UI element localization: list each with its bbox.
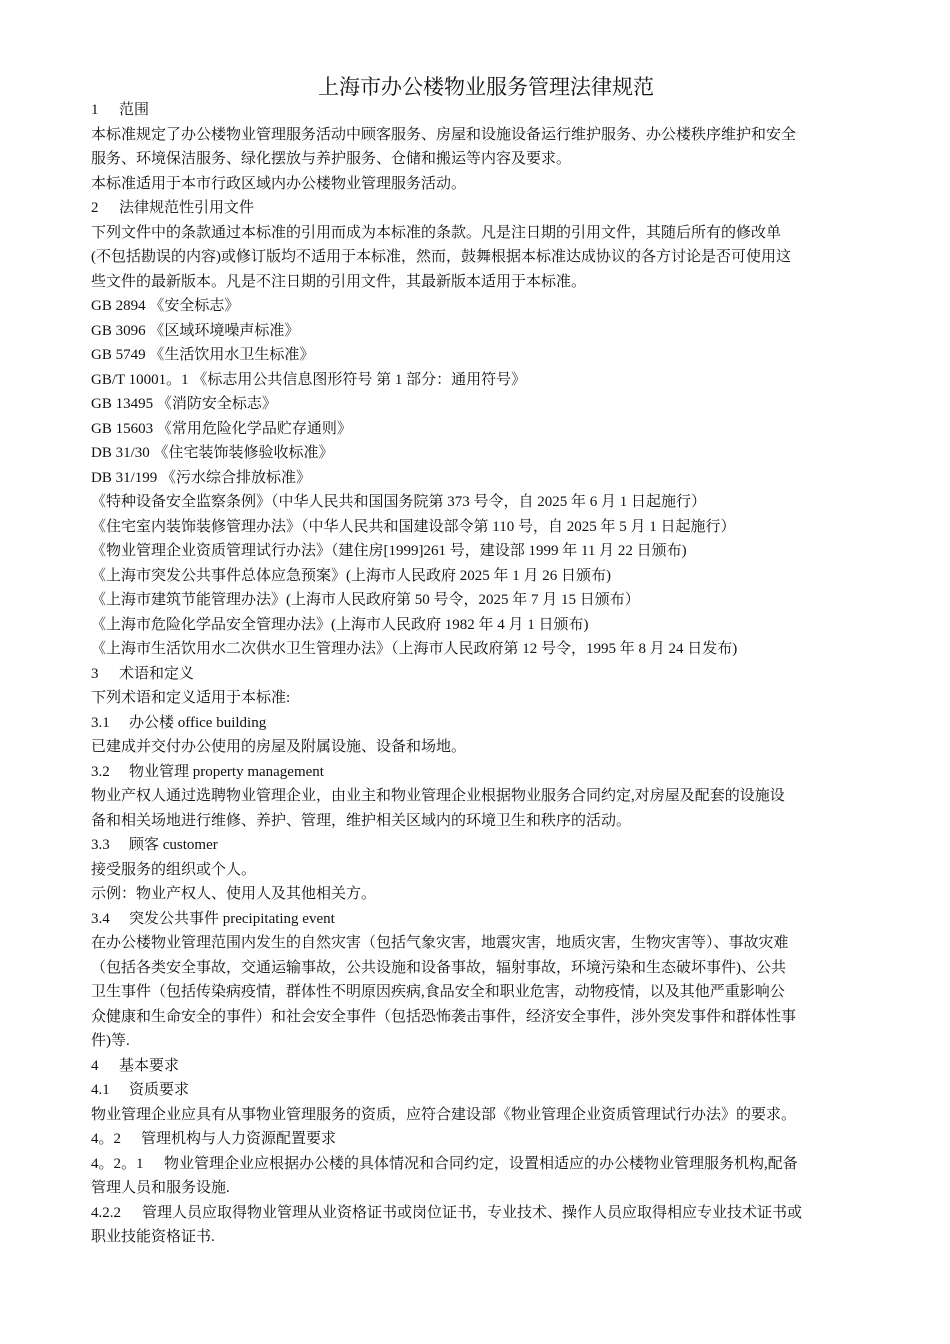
- reference-item: GB 2894 《安全标志》: [91, 298, 240, 314]
- section-number: 4: [91, 1057, 99, 1074]
- subsection-heading-qualification: [91, 1078, 883, 1103]
- term-number: 3.4: [91, 910, 110, 927]
- term-number: 3.1: [91, 714, 110, 731]
- section-title: 基本要求: [119, 1057, 180, 1074]
- section-heading-references: [91, 196, 883, 221]
- term-title: 突发公共事件 precipitating event: [129, 910, 335, 927]
- reference-item: DB 31/30 《住宅装饰装修验收标准》: [91, 445, 334, 461]
- term-title: 办公楼 office building: [129, 714, 267, 731]
- term-example: 示例：物业产权人、使用人及其他相关方。: [91, 886, 377, 902]
- paragraph-line: (不包括勘误的内容)或修订版均不适用于本标准，然而，鼓舞根据本标准达成协议的各方讨论是否可使用这: [91, 249, 791, 265]
- paragraph-line: 物业管理企业应具有从事物业管理服务的资质，应符合建设部《物业管理企业资质管理试行办法》的要求。: [91, 1106, 797, 1123]
- term-definition: 备和相关场地进行维修、养护、管理，维护相关区域内的环境卫生和秩序的活动。: [91, 812, 632, 829]
- section-title: 术语和定义: [119, 665, 195, 682]
- subsection-heading-organization: [91, 1127, 883, 1152]
- reference-item: GB 13495 《消防安全标志》: [91, 396, 277, 412]
- section-number: 3: [91, 665, 99, 682]
- reference-item: GB 5749 《生活饮用水卫生标准》: [91, 347, 315, 363]
- term-heading-property-management: [91, 760, 883, 785]
- section-heading-terms: [91, 662, 883, 687]
- reference-item: 《物业管理企业资质管理试行办法》（建住房[1999]261 号，建设部 1999 年 11 月 22 日颁布): [91, 543, 687, 559]
- paragraph-line: 职业技能资格证书.: [91, 1229, 215, 1245]
- reference-item: 《上海市危险化学品安全管理办法》(上海市人民政府 1982 年 4 月 1 日颁布): [91, 616, 589, 633]
- section-heading-basic-requirements: [91, 1054, 883, 1079]
- section-number: 1: [91, 102, 99, 118]
- term-heading-customer: [91, 833, 883, 858]
- clause-number: 4.2.2: [91, 1204, 121, 1221]
- term-title: 顾客 customer: [129, 837, 218, 853]
- subsection-title: 资质要求: [129, 1082, 190, 1098]
- reference-item: GB 3096 《区域环境噪声标准》: [91, 322, 300, 339]
- term-definition: 接受服务的组织或个人。: [91, 861, 257, 878]
- term-heading-office-building: [91, 711, 883, 736]
- paragraph-line: 下列文件中的条款通过本标准的引用而成为本标准的条款。凡是注日期的引用文件，其随后所有的修改单: [91, 224, 782, 241]
- section-number: 2: [91, 200, 99, 216]
- section-heading-scope: [91, 98, 883, 123]
- section-title: 法律规范性引用文件: [119, 200, 255, 216]
- subsection-number: 4。2: [91, 1131, 122, 1147]
- reference-item: 《住宅室内装饰装修管理办法》（中华人民共和国建设部令第 110 号，自 2025 年 5 月 1 日起施行）: [91, 518, 736, 535]
- reference-item: 《上海市建筑节能管理办法》(上海市人民政府第 50 号令，2025 年 7 月 15 日颁布）: [91, 592, 640, 608]
- term-number: 3.3: [91, 837, 110, 853]
- term-definition: 物业产权人通过选聘物业管理企业，由业主和物业管理企业根据物业服务合同约定,对房屋及配套的设施设: [91, 788, 785, 804]
- reference-item: DB 31/199 《污水综合排放标准》: [91, 469, 312, 486]
- clause-text: 物业管理企业应根据办公楼的具体情况和合同约定，设置相适应的办公楼物业管理服务机构,配备: [164, 1155, 798, 1172]
- term-number: 3.2: [91, 763, 110, 780]
- paragraph-line: 本标准规定了办公楼物业管理服务活动中顾客服务、房屋和设施设备运行维护服务、办公楼秩序维护和安全: [91, 126, 797, 143]
- term-definition: 众健康和生命安全的事件）和社会安全事件（包括恐怖袭击事件，经济安全事件，涉外突发事件和群体性事: [91, 1008, 797, 1025]
- term-definition: 件)等.: [91, 1033, 130, 1049]
- paragraph-line: 本标准适用于本市行政区域内办公楼物业管理服务活动。: [91, 175, 467, 192]
- section-title: 范围: [119, 102, 150, 118]
- clause-4-2-1: [91, 1152, 883, 1177]
- reference-item: GB/T 10001。1 《标志用公共信息图形符号 第 1 部分：通用符号》: [91, 371, 527, 388]
- clause-4-2-2: [91, 1201, 883, 1226]
- document-title: 上海市办公楼物业服务管理法律规范: [318, 75, 654, 99]
- term-title: 物业管理 property management: [129, 763, 324, 780]
- reference-item: 《上海市生活饮用水二次供水卫生管理办法》（上海市人民政府第 12 号令，1995 年 8 月 24 日发布): [91, 641, 738, 657]
- paragraph-line: 些文件的最新版本。凡是不注日期的引用文件，其最新版本适用于本标准。: [91, 273, 587, 290]
- reference-item: 《上海市突发公共事件总体应急预案》(上海市人民政府 2025 年 1 月 26 日颁布): [91, 567, 611, 584]
- clause-text: 管理人员应取得物业管理从业资格证书或岗位证书，专业技术、操作人员应取得相应专业技术证书或: [142, 1204, 803, 1221]
- term-definition: 卫生事件（包括传染病疫情，群体性不明原因疾病,食品安全和职业危害，动物疫情，以及其他严重影响公: [91, 984, 785, 1000]
- reference-item: 《特种设备安全监察条例》（中华人民共和国国务院第 373 号令，自 2025 年 6 月 1 日起施行）: [91, 494, 707, 510]
- paragraph-line: 服务、环境保洁服务、绿化摆放与养护服务、仓储和搬运等内容及要求。: [91, 151, 572, 167]
- paragraph-line: 管理人员和服务设施.: [91, 1180, 230, 1196]
- subsection-number: 4.1: [91, 1082, 110, 1098]
- term-definition: 已建成并交付办公使用的房屋及附属设施、设备和场地。: [91, 739, 467, 755]
- term-heading-precipitating-event: [91, 907, 883, 932]
- document-body: [91, 98, 883, 1250]
- term-definition: 在办公楼物业管理范围内发生的自然灾害（包括气象灾害，地震灾害，地质灾害，生物灾害等）、事故灾难: [91, 935, 789, 951]
- reference-item: GB 15603 《常用危险化学品贮存通则》: [91, 420, 352, 437]
- term-definition: （包括各类安全事故，交通运输事故，公共设施和设备事故，辐射事故，环境污染和生态破坏事件)、公共: [91, 959, 786, 976]
- clause-number: 4。2。1: [91, 1155, 144, 1172]
- paragraph-line: 下列术语和定义适用于本标准:: [91, 690, 291, 706]
- subsection-title: 管理机构与人力资源配置要求: [141, 1131, 337, 1147]
